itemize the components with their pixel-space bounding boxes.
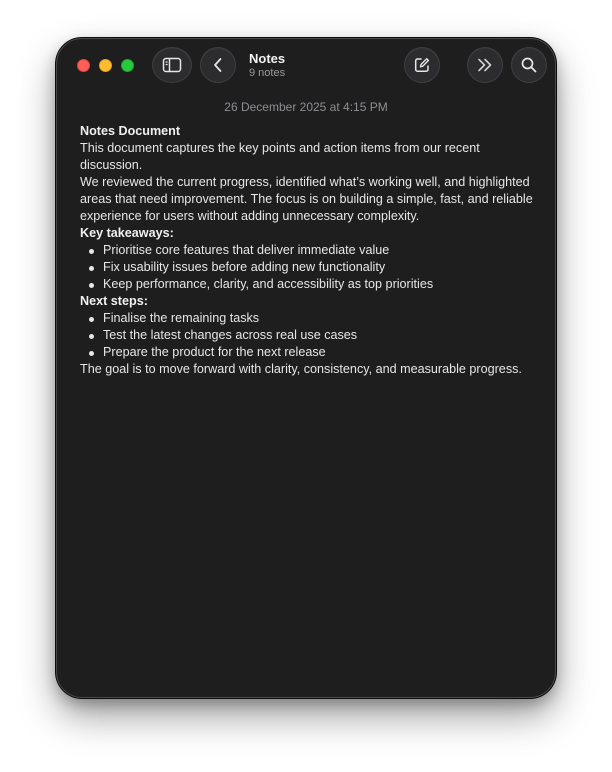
list-item: Finalise the remaining tasks	[80, 310, 540, 327]
note-date: 26 December 2025 at 4:15 PM	[224, 100, 388, 114]
back-button[interactable]	[200, 47, 236, 83]
list-item: Fix usability issues before adding new functionality	[80, 259, 540, 276]
search-button[interactable]	[511, 47, 547, 83]
list-item: Prioritise core features that deliver immediate value	[80, 242, 540, 259]
note-closing: The goal is to move forward with clarity, consistency, and measurable progress.	[80, 362, 522, 376]
more-toolbar-items-button[interactable]	[467, 47, 503, 83]
toggle-sidebar-button[interactable]	[152, 47, 192, 83]
takeaways-heading: Key takeaways:	[80, 226, 174, 240]
window-title-block	[249, 51, 285, 80]
next-steps-heading: Next steps:	[80, 294, 148, 308]
sidebar-icon	[162, 57, 182, 73]
list-item: Prepare the product for the next release	[80, 344, 540, 361]
chevron-double-right-icon	[476, 57, 494, 73]
new-note-button[interactable]	[404, 47, 440, 83]
chevron-left-icon	[212, 57, 224, 73]
maximize-window-button[interactable]	[121, 59, 134, 72]
notes-window	[56, 38, 556, 698]
note-count: 9 notes	[249, 67, 286, 79]
note-body[interactable]	[80, 123, 540, 378]
search-icon	[520, 56, 538, 74]
note-intro: This document captures the key points and action items from our recent discussion.	[80, 141, 480, 172]
next-steps-list	[80, 310, 540, 361]
compose-icon	[413, 56, 431, 74]
minimize-window-button[interactable]	[99, 59, 112, 72]
close-window-button[interactable]	[77, 59, 90, 72]
takeaways-list	[80, 242, 540, 293]
list-item: Test the latest changes across real use cases	[80, 327, 540, 344]
window-title: Notes	[249, 51, 286, 66]
toolbar	[57, 39, 555, 95]
note-title: Notes Document	[80, 124, 181, 138]
note-summary: We reviewed the current progress, identified what’s working well, and highlighted areas that need improvement. The focus is on building a simple, fast, and reliable experience for users without adding unnecessary complexity.	[80, 175, 533, 223]
list-item: Keep performance, clarity, and accessibility as top priorities	[80, 276, 540, 293]
